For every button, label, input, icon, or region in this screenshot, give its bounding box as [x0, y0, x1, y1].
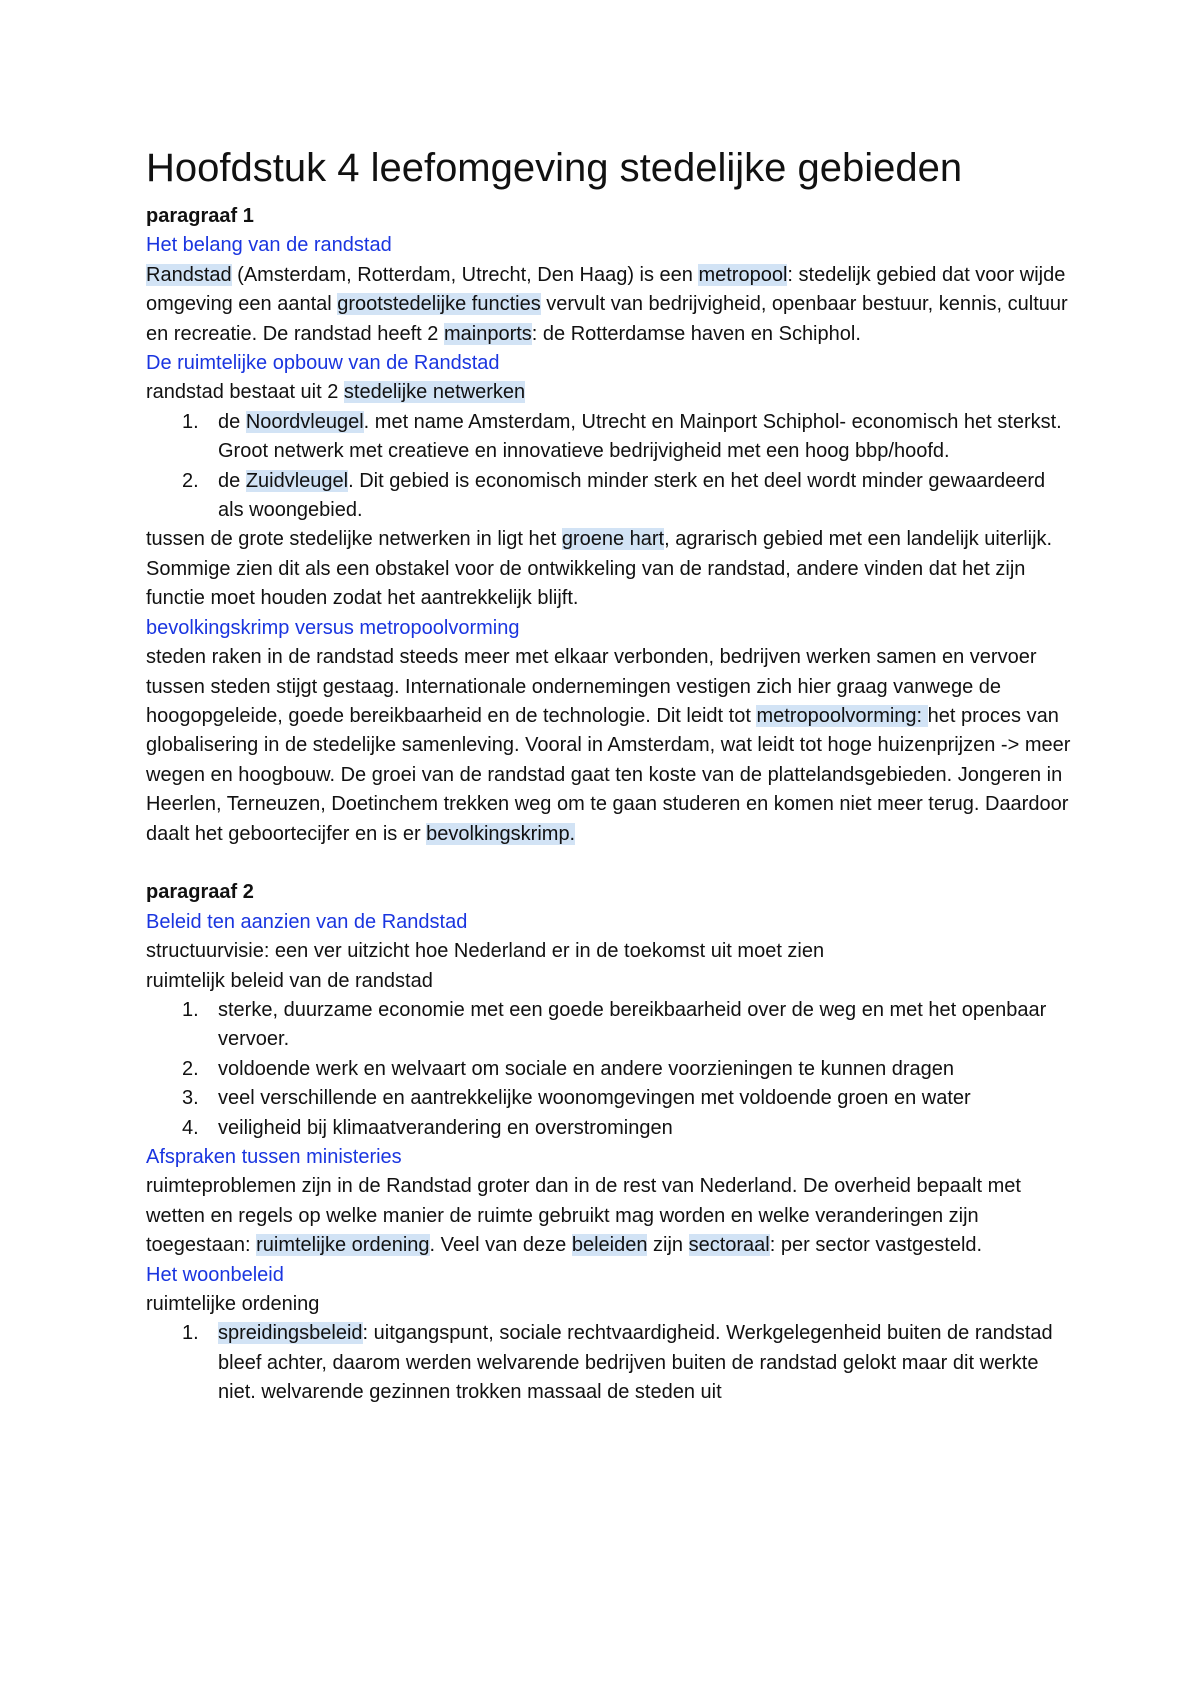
blank-line	[146, 849, 1076, 878]
list-number: 2.	[182, 1057, 199, 1080]
highlighted-term: grootstedelijke functies	[337, 293, 541, 316]
paragraph: steden raken in de randstad steeds meer met elkaar verbonden, bedrijven werken samen en vervoer tussen steden stijgt gestaag. Internationale ondernemingen vestigen zich hier graag vanwege de hoogopgeleide, goede bereikbaarheid en de technologie. Dit leidt tot metropoolvorming: het proces van globalisering in de stedelijke samenleving. Vooral in Amsterdam, wat leidt tot hoge huizenprijzen -> meer wegen en hoogbouw. De groei van de randstad gaat ten koste van de plattelandsgebieden. Jongeren in Heerlen, Terneuzen, Doetinchem trekken weg om te gaan studeren en komen niet meer terug. Daardoor daalt het geboortecijfer en is er bevolkingskrimp.	[146, 646, 1071, 845]
highlighted-term: stedelijke netwerken	[343, 381, 526, 404]
numbered-list	[146, 1319, 1076, 1407]
highlighted-term: sectoraal	[688, 1234, 770, 1257]
list-item: 1. sterke, duurzame economie met een goede bereikbaarheid over de weg en met het openbaar vervoer.	[146, 996, 1076, 1055]
paragraph: structuurvisie: een ver uitzicht hoe Nederland er in de toekomst uit moet zien	[146, 940, 825, 963]
section-label: paragraaf 1	[146, 205, 254, 227]
highlighted-term: mainports	[443, 322, 532, 345]
subheading: Afspraken tussen ministeries	[146, 1145, 402, 1168]
paragraph: tussen de grote stedelijke netwerken in ligt het groene hart, agrarisch gebied met een landelijk uiterlijk. Sommige zien dit als een obstakel voor de ontwikkeling van de randstad, andere vinden dat het zijn functie moet houden zodat het aantrekkelijk blijft.	[146, 528, 1053, 610]
highlighted-term: metropoolvorming:	[756, 704, 928, 727]
list-number: 3.	[182, 1087, 199, 1110]
highlighted-term: bevolkingskrimp.	[426, 822, 576, 845]
section-label: paragraaf 2	[146, 881, 254, 904]
highlighted-term: Noordvleugel	[245, 410, 364, 433]
list-item: 1. de Noordvleugel. met name Amsterdam, Utrecht en Mainport Schiphol- economisch het sterkst. Groot netwerk met creatieve en innovatieve bedrijvigheid met een hoog bbp/hoofd.	[146, 408, 1076, 467]
list-number: 1.	[182, 1322, 199, 1345]
highlighted-term: groene hart	[561, 528, 665, 551]
subheading: Het belang van de randstad	[146, 234, 392, 257]
list-item: 2. voldoende werk en welvaart om sociale en andere voorzieningen te kunnen dragen	[146, 1055, 1076, 1084]
highlighted-term: Zuidvleugel	[245, 469, 349, 492]
subheading: bevolkingskrimp versus metropoolvorming	[146, 616, 520, 639]
list-number: 1.	[182, 410, 199, 433]
paragraph: ruimtelijke ordening	[146, 1293, 320, 1316]
highlighted-term: Randstad	[146, 263, 232, 286]
list-number: 2.	[182, 469, 199, 492]
highlighted-term: beleiden	[571, 1234, 648, 1257]
paragraph: ruimteproblemen zijn in de Randstad groter dan in de rest van Nederland. De overheid bepaalt met wetten en regels op welke manier de ruimte gebruikt mag worden en welke veranderingen zijn toegestaan: ruimtelijke ordening. Veel van deze beleiden zijn sectoraal: per sector vastgesteld.	[146, 1175, 1021, 1257]
list-number: 1.	[182, 998, 199, 1021]
page-title: Hoofdstuk 4 leefomgeving stedelijke gebieden	[146, 146, 963, 190]
numbered-list	[146, 408, 1076, 526]
subheading: Beleid ten aanzien van de Randstad	[146, 910, 468, 933]
list-item: 3. veel verschillende en aantrekkelijke woonomgevingen met voldoende groen en water	[146, 1084, 1076, 1113]
highlighted-term: ruimtelijke ordening	[256, 1234, 430, 1257]
subheading: De ruimtelijke opbouw van de Randstad	[146, 352, 500, 375]
highlighted-term: metropool	[698, 263, 788, 286]
numbered-list	[146, 996, 1076, 1143]
list-number: 4.	[182, 1116, 199, 1139]
subheading: Het woonbeleid	[146, 1263, 284, 1286]
paragraph: ruimtelijk beleid van de randstad	[146, 969, 433, 992]
list-item: 1. spreidingsbeleid: uitgangspunt, sociale rechtvaardigheid. Werkgelegenheid buiten de randstad bleef achter, daarom werden welvarende bedrijven buiten de randstad gelokt maar dit werkte niet. welvarende gezinnen trokken massaal de steden uit	[146, 1319, 1076, 1407]
document-content	[146, 140, 1076, 1408]
paragraph: Randstad (Amsterdam, Rotterdam, Utrecht, Den Haag) is een metropool: stedelijk gebied dat voor wijde omgeving een aantal grootstedelijke functies vervult van bedrijvigheid, openbaar bestuur, kennis, cultuur en recreatie. De randstad heeft 2 mainports: de Rotterdamse haven en Schiphol.	[146, 263, 1068, 345]
list-item: 4. veiligheid bij klimaatverandering en overstromingen	[146, 1114, 1076, 1143]
paragraph: randstad bestaat uit 2 stedelijke netwerken	[146, 381, 526, 404]
list-item: 2. de Zuidvleugel. Dit gebied is economisch minder sterk en het deel wordt minder gewaardeerd als woongebied.	[146, 467, 1076, 526]
highlighted-term: spreidingsbeleid	[218, 1322, 363, 1345]
